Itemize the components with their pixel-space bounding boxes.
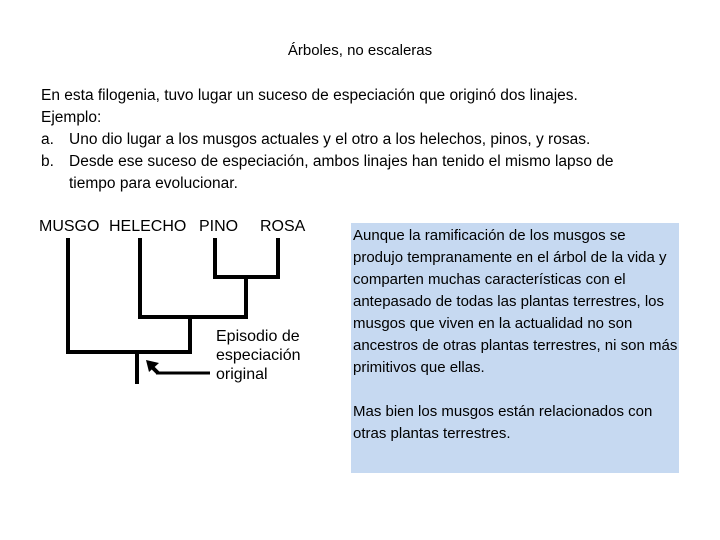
note-paragraph-2: Mas bien los musgos están relacionados con otras plantas terrestres. [353, 403, 653, 442]
list-item-a [41, 129, 661, 151]
annotation-line-3: original [216, 366, 268, 383]
list-item-b-text: Desde ese suceso de especiación, ambos linajes han tenido el mismo lapso de [69, 153, 614, 170]
page-title: Árboles, no escaleras [287, 42, 433, 59]
list-item-b [41, 151, 661, 173]
list-marker-b: b. [41, 153, 54, 170]
label-musgo: MUSGO [39, 218, 100, 235]
annotation-line-2: especiación [216, 347, 301, 364]
annotation-line-1: Episodio de [216, 328, 300, 345]
note-paragraph-1: Aunque la ramificación de los musgos se produjo tempranamente en el árbol de la vida y comparten muchas características con el antepasado de todas las plantas terrestres, los musgos que viven en la actualidad no son ancestros de otras plantas terrestres, ni son más primitivos que ellas. [353, 227, 678, 376]
list-item-a-text: Uno dio lugar a los musgos actuales y el otro a los helechos, pinos, y rosas. [69, 131, 591, 148]
annotation-arrow [146, 360, 210, 373]
list-item-b-continuation: tiempo para evolucionar. [69, 175, 238, 192]
intro-line: En esta filogenia, tuvo lugar un suceso de especiación que originó dos linajes. [41, 87, 578, 104]
label-helecho: HELECHO [109, 218, 187, 235]
intro-text [41, 85, 661, 195]
label-pino: PINO [199, 218, 239, 235]
note-box [351, 223, 679, 473]
label-rosa: ROSA [260, 218, 306, 235]
phylogeny-tree [30, 210, 330, 390]
example-heading: Ejemplo: [41, 109, 102, 126]
list-marker-a: a. [41, 131, 54, 148]
